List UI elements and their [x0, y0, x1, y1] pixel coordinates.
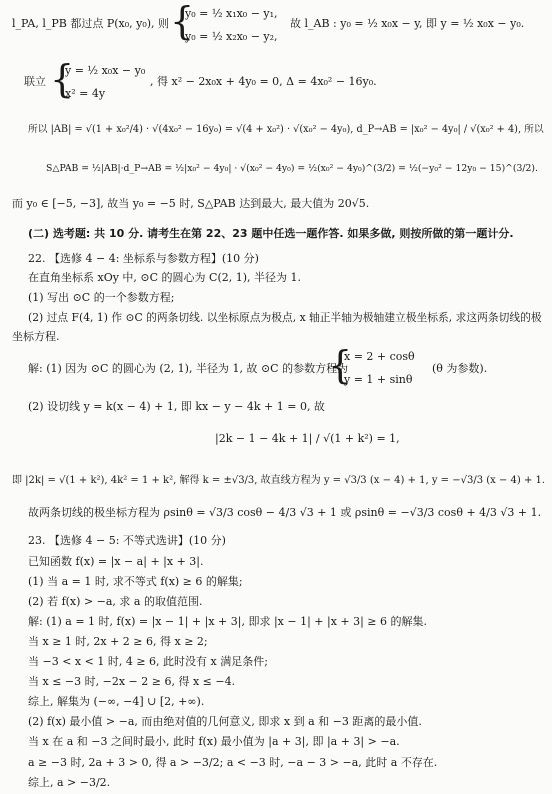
brace-left: {	[170, 0, 195, 43]
q23-case2: 当 −3 < x < 1 时, 4 ≥ 6, 此时没有 x 满足条件;	[28, 655, 268, 668]
q22-part2-b: 坐标方程.	[12, 330, 60, 343]
q22-sol2: (2) 设切线 y = k(x − 4) + 1, 即 kx − y − 4k + 1 = 0, 故	[28, 400, 325, 413]
q22-title: 22. 【选修 4 − 4: 坐标系与参数方程】(10 分)	[28, 252, 259, 265]
line-discriminant: , 得 x² − 2x₀x + 4y₀ = 0, Δ = 4x₀² − 16y₀.	[150, 75, 377, 88]
q23-part1: (1) 当 a = 1 时, 求不等式 f(x) ≥ 6 的解集;	[28, 575, 243, 588]
section-heading: (二) 选考题: 共 10 分. 请考生在第 22、23 题中任选一题作答. 如果多做, 则按所做的第一题计分.	[28, 227, 514, 240]
q22-stem: 在直角坐标系 xOy 中, ⊙C 的圆心为 C(2, 1), 半径为 1.	[28, 271, 302, 284]
q22-sol1: 解: (1) 因为 ⊙C 的圆心为 (2, 1), 半径为 1, 故 ⊙C 的参数方程为	[28, 362, 349, 375]
q23-stem: 已知函数 f(x) = |x − a| + |x + 3|.	[28, 555, 204, 568]
line-ab-equation: 故 l_AB : y₀ = ½ x₀x − y, 即 y = ½ x₀x − y₀.	[290, 17, 525, 30]
line-area: S△PAB = ½|AB|·d_P→AB = ½|x₀² − 4y₀| · √(x₀² − 4y₀) = ½(x₀² − 4y₀)^(3/2) = ½(−y₀² − 12y₀ − 15)^(3/2).	[46, 163, 538, 174]
q23-part2: (2) 若 f(x) > −a, 求 a 的取值范围.	[28, 595, 203, 608]
line-pa-pb: l_PA, l_PB 都过点 P(x₀, y₀), 则	[12, 17, 170, 30]
q23-sol2: (2) f(x) 最小值 > −a, 而由绝对值的几何意义, 即求 x 到 a 和 −3 距离的最小值.	[28, 715, 422, 728]
q22-part2-a: (2) 过点 F(4, 1) 作 ⊙C 的两条切线. 以坐标原点为极点, x 轴正半轴为极轴建立极坐标系, 求这两条切线的极	[28, 311, 542, 324]
q23-sol1: 解: (1) a = 1 时, f(x) = |x − 1| + |x + 3|, 即求 |x − 1| + |x + 3| ≥ 6 的解集.	[28, 615, 428, 628]
q23-case3: 当 x ≤ −3 时, −2x − 2 ≥ 6, 得 x ≤ −4.	[28, 675, 236, 688]
system-eq-b: x² = 4y	[65, 87, 106, 100]
q22-sol4: 故两条切线的极坐标方程为 ρsinθ = √3/3 cosθ − 4/3 √3 + 1 或 ρsinθ = −√3/3 cosθ + 4/3 √3 + 1.	[28, 506, 542, 519]
q23-conclusion2: 综上, a > −3/2.	[28, 776, 111, 789]
q23-case1: 当 x ≥ 1 时, 2x + 2 ≥ 6, 得 x ≥ 2;	[28, 635, 208, 648]
lianli-label: 联立	[24, 75, 46, 88]
q22-sol3: 即 |2k| = √(1 + k²), 4k² = 1 + k², 解得 k = ±√3/3, 故直线方程为 y = √3/3 (x − 4) + 1, y = −√3/3 (x − 4) + 1.	[12, 475, 546, 486]
line-max-area: 而 y₀ ∈ [−5, −3], 故当 y₀ = −5 时, S△PAB 达到最大, 最大值为 20√5.	[12, 197, 370, 210]
brace-left: {	[328, 343, 353, 387]
q23-sol2-cases: a ≥ −3 时, 2a + 3 > 0, 得 a > −3/2; a < −3 时, −a − 3 > −a, 此时 a 不存在.	[28, 756, 438, 769]
q22-part1: (1) 写出 ⊙C 的一个参数方程;	[28, 291, 175, 304]
system-eq-1: y₀ = ½ x₁x₀ − y₁,	[185, 7, 278, 20]
brace-left: {	[50, 57, 75, 101]
q23-sol2-min: 当 x 在 a 和 −3 之间时最小, 此时 f(x) 最小值为 |a + 3|, 即 |a + 3| > −a.	[28, 735, 400, 748]
q23-conclusion1: 综上, 解集为 (−∞, −4] ∪ [2, +∞).	[28, 695, 205, 708]
line-ab-length: 所以 |AB| = √(1 + x₀²/4) · √(4x₀² − 16y₀) = √(4 + x₀²) · √(x₀² − 4y₀), d_P→AB = |x₀² − 4y₀| / √(x₀² + 4), 所以	[28, 124, 544, 135]
q22-param-note: (θ 为参数).	[432, 362, 488, 375]
system-eq-2: y₀ = ½ x₂x₀ − y₂,	[185, 30, 278, 43]
q22-distance-eq: |2k − 1 − 4k + 1| / √(1 + k²) = 1,	[215, 432, 400, 445]
q22-param-y: y = 1 + sinθ	[344, 373, 413, 386]
q22-param-x: x = 2 + cosθ	[344, 350, 415, 363]
q23-title: 23. 【选修 4 − 5: 不等式选讲】(10 分)	[28, 534, 226, 547]
system-eq-a: y = ½ x₀x − y₀	[65, 64, 146, 77]
